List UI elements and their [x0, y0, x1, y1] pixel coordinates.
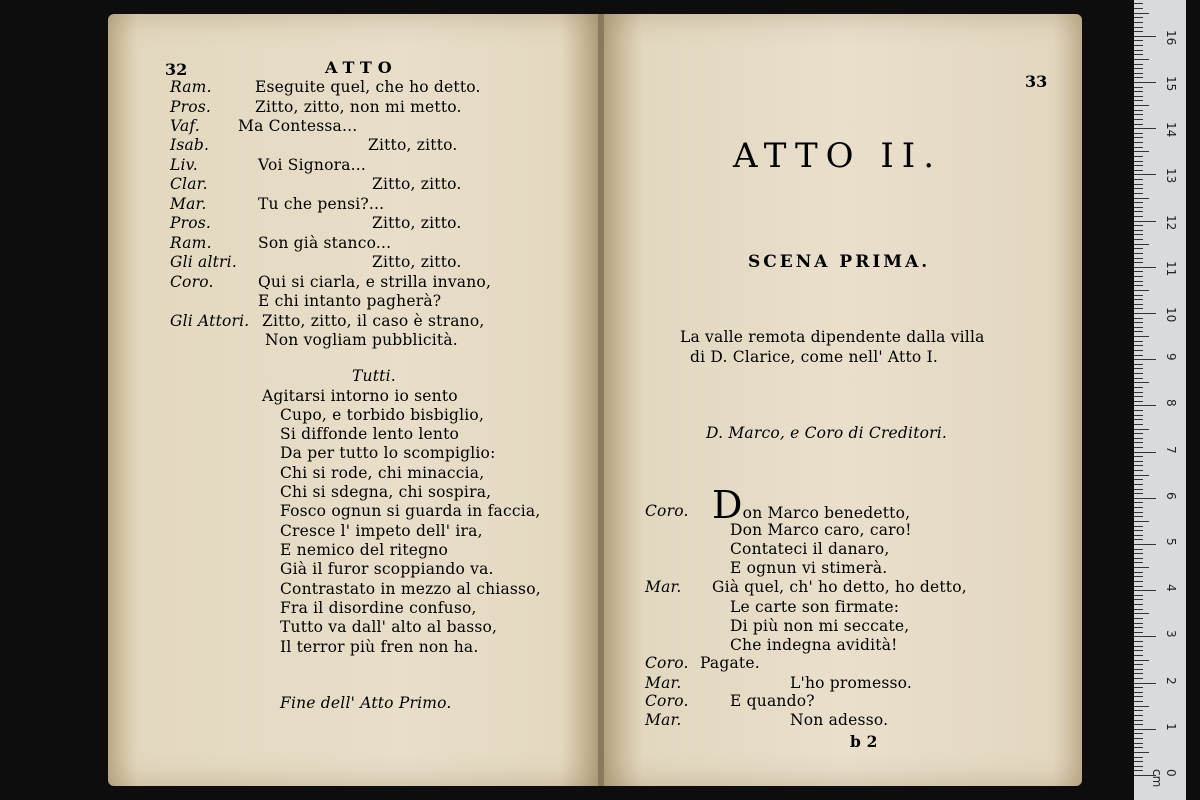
ruler-tick — [1134, 770, 1143, 771]
dialogue-line: Zitto, zitto, il caso è strano, — [262, 312, 485, 330]
ruler-tick — [1134, 31, 1143, 32]
ruler-tick — [1134, 521, 1149, 522]
speaker: Vaf. — [170, 117, 200, 135]
ruler-tick — [1134, 623, 1143, 624]
ruler-label: 1 — [1164, 722, 1178, 731]
ruler-tick — [1134, 539, 1143, 540]
speaker: Mar. — [645, 578, 682, 596]
dialogue-line: Contateci il danaro, — [730, 540, 890, 558]
ruler-tick — [1134, 401, 1143, 402]
ruler-tick — [1134, 729, 1156, 730]
ruler-tick — [1134, 461, 1143, 462]
ruler-tick — [1134, 22, 1143, 23]
ruler-tick — [1134, 710, 1143, 711]
ruler-label: 8 — [1164, 399, 1178, 408]
ruler-tick — [1134, 581, 1143, 582]
ruler-tick — [1134, 752, 1149, 753]
ruler-tick — [1134, 207, 1143, 208]
ruler-tick — [1134, 456, 1143, 457]
ruler-tick — [1134, 193, 1143, 194]
verse-line: Già il furor scoppiando va. — [280, 560, 494, 578]
ruler-tick — [1134, 701, 1143, 702]
ruler-tick — [1134, 165, 1143, 166]
ruler-tick — [1134, 442, 1143, 443]
verse-line: Agitarsi intorno io sento — [262, 387, 458, 405]
ruler-tick — [1134, 567, 1149, 568]
ruler-tick — [1134, 368, 1143, 369]
dialogue-line: Zitto, zitto. — [372, 253, 462, 271]
ruler-tick — [1134, 715, 1143, 716]
ruler-tick — [1134, 415, 1143, 416]
ruler-tick — [1134, 419, 1143, 420]
ruler-tick — [1134, 655, 1143, 656]
verse-line: Cupo, e torbido bisbiglio, — [280, 406, 485, 424]
verse-line: E nemico del ritegno — [280, 541, 448, 559]
ruler-tick — [1134, 216, 1143, 217]
ruler-tick — [1134, 87, 1143, 88]
ruler-label: 9 — [1164, 353, 1178, 361]
ruler-tick — [1134, 761, 1143, 762]
ruler-tick — [1134, 304, 1143, 305]
ruler-tick — [1134, 73, 1143, 74]
setting-line: di D. Clarice, come nell' Atto I. — [690, 348, 939, 366]
ruler-tick — [1134, 447, 1143, 448]
ruler-tick — [1134, 489, 1143, 490]
ruler-tick — [1134, 322, 1143, 323]
ruler-tick — [1134, 184, 1143, 185]
ruler-tick — [1134, 590, 1156, 591]
ruler-tick — [1134, 396, 1143, 397]
ruler-tick — [1134, 202, 1143, 203]
ruler-tick — [1134, 733, 1143, 734]
dialogue-line: Le carte son firmate: — [730, 598, 900, 616]
speaker: Coro. — [170, 273, 214, 291]
ruler-label: 0 cm — [1150, 769, 1178, 788]
ruler-tick — [1134, 743, 1143, 744]
dialogue-line: Pagate. — [700, 654, 760, 672]
ruler-label: 4 — [1164, 584, 1178, 592]
ruler-tick — [1134, 281, 1143, 282]
ruler-tick — [1134, 604, 1143, 605]
speaker: Gli Attori. — [170, 312, 250, 330]
dialogue-line: Don Marco caro, caro! — [730, 521, 912, 539]
ruler-label: 12 — [1164, 214, 1178, 230]
ruler-tick — [1134, 692, 1143, 693]
ruler-tick — [1134, 77, 1143, 78]
measuring-ruler — [1134, 0, 1186, 800]
ruler-tick — [1134, 507, 1143, 508]
ruler-tick — [1134, 239, 1143, 240]
dialogue-line: Già quel, ch' ho detto, ho detto, — [712, 578, 967, 596]
ruler-tick — [1134, 110, 1143, 111]
ruler-tick — [1134, 59, 1149, 60]
ruler-tick — [1134, 586, 1143, 587]
dialogue-line: Eseguite quel, che ho detto. — [255, 78, 481, 96]
ruler-tick — [1134, 258, 1143, 259]
ruler-tick — [1134, 669, 1143, 670]
ruler-tick — [1134, 512, 1143, 513]
ruler-tick — [1134, 549, 1143, 550]
ruler-tick — [1134, 253, 1143, 254]
ruler-tick — [1134, 558, 1143, 559]
ruler-tick — [1134, 553, 1143, 554]
ruler-tick — [1134, 230, 1143, 231]
speaker: Ram. — [170, 78, 212, 96]
speaker: Mar. — [645, 711, 682, 729]
dialogue-line — [712, 483, 911, 527]
ruler-tick — [1134, 738, 1143, 739]
ruler-tick — [1134, 609, 1143, 610]
ruler-tick — [1134, 747, 1143, 748]
ruler-tick — [1134, 341, 1143, 342]
dialogue-line: Zitto, zitto. — [368, 136, 458, 154]
ruler-tick — [1134, 687, 1143, 688]
act-title: ATTO II. — [733, 136, 943, 176]
verse-line: Fra il disordine confuso, — [280, 599, 477, 617]
ruler-tick — [1134, 17, 1143, 18]
ruler-tick — [1134, 498, 1156, 499]
verse-line: Fosco ognun si guarda in faccia, — [280, 502, 541, 520]
dialogue-line: E chi intanto pagherà? — [258, 292, 442, 310]
verse-line: Il terror più fren non ha. — [280, 638, 479, 656]
dialogue-line: Di più non mi seccate, — [730, 617, 910, 635]
ruler-tick — [1134, 234, 1143, 235]
ruler-tick — [1134, 308, 1143, 309]
ruler-tick — [1134, 100, 1143, 101]
signature-mark: b 2 — [850, 732, 878, 751]
ruler-tick — [1134, 632, 1143, 633]
ruler-tick — [1134, 530, 1143, 531]
ruler-tick — [1134, 683, 1156, 684]
dialogue-line: Ma Contessa... — [238, 117, 358, 135]
speaker: Liv. — [170, 156, 198, 174]
speaker: Pros. — [170, 214, 212, 232]
ruler-tick — [1134, 3, 1143, 4]
ruler-tick — [1134, 387, 1143, 388]
ruler-tick — [1134, 660, 1149, 661]
ruler-tick — [1134, 221, 1156, 222]
speaker: Coro. — [645, 692, 689, 710]
speaker: Ram. — [170, 234, 212, 252]
left-page-number: 32 — [165, 60, 188, 79]
ruler-tick — [1134, 502, 1143, 503]
ruler-tick — [1134, 562, 1143, 563]
dialogue-line: Non adesso. — [790, 711, 889, 729]
ruler-tick — [1134, 128, 1156, 129]
ruler-tick — [1134, 627, 1143, 628]
ruler-label: 15 — [1164, 76, 1178, 92]
ruler-tick — [1134, 724, 1143, 725]
ruler-tick — [1134, 646, 1143, 647]
speaker: Mar. — [170, 195, 207, 213]
ruler-tick — [1134, 429, 1149, 430]
ruler-tick — [1134, 137, 1143, 138]
ruler-tick — [1134, 410, 1143, 411]
ruler-tick — [1134, 493, 1143, 494]
ruler-tick — [1134, 572, 1143, 573]
ruler-label: 3 — [1164, 630, 1178, 639]
ruler-tick — [1134, 664, 1143, 665]
dialogue-line: Voi Signora... — [258, 156, 367, 174]
ruler-label: 14 — [1164, 122, 1178, 138]
ruler-tick — [1134, 313, 1156, 314]
ruler-label: 16 — [1164, 29, 1178, 46]
ruler-tick — [1134, 40, 1143, 41]
ruler-tick — [1134, 433, 1143, 434]
ruler-tick — [1134, 535, 1143, 536]
speaker: Mar. — [645, 674, 682, 692]
ruler-tick — [1134, 720, 1143, 721]
tutti-label: Tutti. — [352, 367, 396, 385]
scene-title: SCENA PRIMA. — [748, 252, 931, 272]
ruler-tick — [1134, 479, 1143, 480]
ruler-label: 10 — [1164, 307, 1178, 323]
dialogue-line: Zitto, zitto. — [372, 214, 462, 232]
ruler-tick — [1134, 82, 1156, 83]
ruler-tick — [1134, 650, 1143, 651]
ruler-label: 6 — [1164, 491, 1178, 500]
ruler-tick — [1134, 484, 1143, 485]
ruler-tick — [1134, 54, 1143, 55]
ruler-tick — [1134, 276, 1143, 277]
ruler-tick — [1134, 244, 1149, 245]
ruler-tick — [1134, 673, 1143, 674]
ruler-tick — [1134, 285, 1143, 286]
ruler-tick — [1134, 327, 1143, 328]
dialogue-line: Tu che pensi?... — [258, 195, 385, 213]
verse-line: Tutto va dall' alto al basso, — [280, 618, 498, 636]
ruler-tick — [1134, 696, 1143, 697]
speaker: Coro. — [645, 654, 689, 672]
ruler-tick — [1134, 355, 1143, 356]
dialogue-line: Zitto, zitto. — [372, 175, 462, 193]
ruler-tick — [1134, 198, 1149, 199]
ruler-tick — [1134, 8, 1143, 9]
characters-line: D. Marco, e Coro di Creditori. — [706, 424, 948, 442]
ruler-tick — [1134, 299, 1143, 300]
ruler-tick — [1134, 133, 1143, 134]
ruler-tick — [1134, 68, 1143, 69]
dialogue-line: Qui si ciarla, e strilla invano, — [258, 273, 492, 291]
ruler-tick — [1134, 405, 1156, 406]
ruler-tick — [1134, 119, 1143, 120]
ruler-tick — [1134, 544, 1156, 545]
ruler-tick — [1134, 452, 1156, 453]
ruler-label: 2 — [1164, 676, 1178, 685]
dialogue-line: L'ho promesso. — [790, 674, 913, 692]
ruler-tick — [1134, 373, 1143, 374]
dialogue-line: E quando? — [730, 692, 815, 710]
dialogue-line: Non vogliam pubblicità. — [265, 331, 458, 349]
ruler-tick — [1134, 345, 1143, 346]
verse-line: Si diffonde lento lento — [280, 425, 460, 443]
speaker: Clar. — [170, 175, 208, 193]
ruler-tick — [1134, 188, 1143, 189]
verse-line: Da per tutto lo scompiglio: — [280, 444, 496, 462]
ruler-tick — [1134, 618, 1143, 619]
ruler-tick — [1134, 475, 1149, 476]
ruler-label: 11 — [1164, 260, 1178, 277]
right-page-number: 33 — [1025, 72, 1048, 91]
ruler-tick — [1134, 336, 1149, 337]
dialogue-line: Che indegna avidità! — [730, 636, 898, 654]
ruler-tick — [1134, 766, 1143, 767]
ruler-label: 7 — [1164, 445, 1178, 454]
ruler-tick — [1134, 470, 1143, 471]
ruler-tick — [1134, 516, 1143, 517]
ruler-tick — [1134, 50, 1143, 51]
ruler-tick — [1134, 96, 1143, 97]
ruler-tick — [1134, 64, 1143, 65]
ruler-tick — [1134, 262, 1143, 263]
ruler-tick — [1134, 13, 1149, 14]
ruler-tick — [1134, 295, 1143, 296]
ruler-tick — [1134, 174, 1156, 175]
ruler-tick — [1134, 641, 1143, 642]
dialogue-line: E ognun vi stimerà. — [730, 559, 888, 577]
ruler-tick — [1134, 114, 1143, 115]
ruler-tick — [1134, 438, 1143, 439]
ruler-tick — [1134, 179, 1143, 180]
speaker: Pros. — [170, 98, 212, 116]
dialogue-line: Son già stanco... — [258, 234, 392, 252]
ruler-tick — [1134, 124, 1143, 125]
ruler-tick — [1134, 599, 1143, 600]
ruler-tick — [1134, 595, 1143, 596]
ruler-tick — [1134, 350, 1143, 351]
dialogue-line: Zitto, zitto, non mi metto. — [255, 98, 462, 116]
drop-cap: D — [712, 483, 743, 527]
ruler-tick — [1134, 318, 1143, 319]
verse-line: Chi si rode, chi minaccia, — [280, 464, 485, 482]
ruler-tick — [1134, 161, 1143, 162]
ruler-tick — [1134, 331, 1143, 332]
ruler-tick — [1134, 248, 1143, 249]
ruler-tick — [1134, 105, 1149, 106]
ruler-tick — [1134, 36, 1156, 37]
ruler-tick — [1134, 465, 1143, 466]
ruler-tick — [1134, 45, 1143, 46]
speaker: Coro. — [645, 502, 689, 520]
ruler-tick — [1134, 678, 1143, 679]
ruler-tick — [1134, 27, 1143, 28]
ruler-tick — [1134, 382, 1149, 383]
ruler-tick — [1134, 170, 1143, 171]
ruler-tick — [1134, 156, 1143, 157]
speaker: Gli altri. — [170, 253, 237, 271]
ruler-tick — [1134, 424, 1143, 425]
ruler-tick — [1134, 526, 1143, 527]
ruler-tick — [1134, 359, 1156, 360]
ruler-tick — [1134, 378, 1143, 379]
first-line-rest: on Marco benedetto, — [742, 504, 911, 522]
end-of-act-note: Fine dell' Atto Primo. — [280, 694, 452, 712]
ruler-tick — [1134, 147, 1143, 148]
ruler-tick — [1134, 757, 1143, 758]
speaker: Isab. — [170, 136, 210, 154]
ruler-tick — [1134, 290, 1149, 291]
ruler-tick — [1134, 706, 1149, 707]
ruler-tick — [1134, 225, 1143, 226]
ruler-tick — [1134, 211, 1143, 212]
ruler-tick — [1134, 267, 1156, 268]
ruler-tick — [1134, 151, 1149, 152]
ruler-tick — [1134, 91, 1143, 92]
ruler-tick — [1134, 392, 1143, 393]
ruler-tick — [1134, 576, 1143, 577]
left-running-head: ATTO — [325, 58, 398, 77]
ruler-tick — [1134, 613, 1149, 614]
setting-line: La valle remota dipendente dalla villa — [680, 328, 985, 346]
ruler-label: 5 — [1164, 538, 1178, 546]
verse-line: Cresce l' impeto dell' ira, — [280, 522, 483, 540]
verse-line: Chi si sdegna, chi sospira, — [280, 483, 492, 501]
ruler-tick — [1134, 271, 1143, 272]
ruler-tick — [1134, 636, 1156, 637]
ruler-tick — [1134, 364, 1143, 365]
ruler-label: 13 — [1164, 168, 1178, 184]
verse-line: Contrastato in mezzo al chiasso, — [280, 580, 541, 598]
ruler-tick — [1134, 142, 1143, 143]
